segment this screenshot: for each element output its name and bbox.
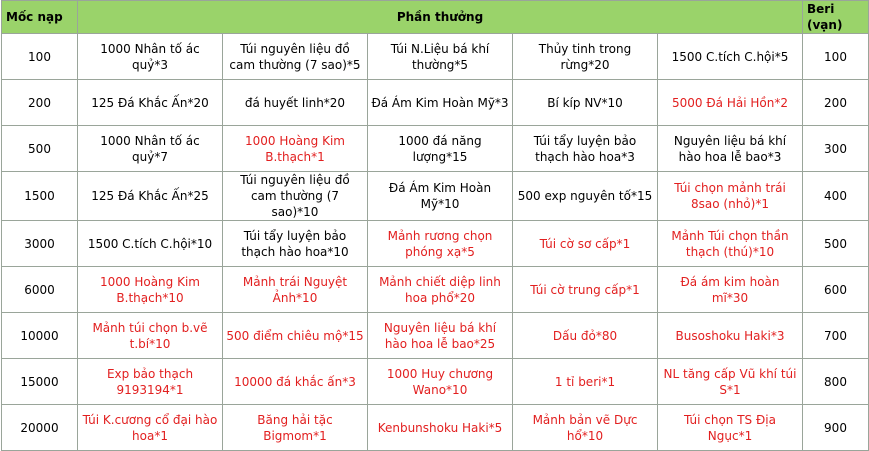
reward-cell: Băng hải tặc Bigmom*1 [223,405,368,451]
reward-cell: Kenbunshoku Haki*5 [368,405,513,451]
reward-cell: Mảnh trái Nguyệt Ảnh*10 [223,267,368,313]
reward-cell: 125 Đá Khắc Ấn*20 [78,80,223,126]
beri-cell: 800 [803,359,869,405]
beri-cell: 400 [803,172,869,221]
moc-nap-cell: 10000 [2,313,78,359]
reward-cell: Túi chọn mảnh trái 8sao (nhỏ)*1 [658,172,803,221]
reward-cell: Túi cờ trung cấp*1 [513,267,658,313]
reward-cell: Mảnh bản vẽ Dực hổ*10 [513,405,658,451]
beri-cell: 900 [803,405,869,451]
moc-nap-cell: 100 [2,34,78,80]
reward-cell: Túi nguyên liệu đồ cam thường (7 sao)*10 [223,172,368,221]
reward-cell: 10000 đá khắc ấn*3 [223,359,368,405]
reward-cell: 1000 Nhân tố ác quỷ*3 [78,34,223,80]
reward-table [1,0,869,451]
table-row [2,313,869,359]
reward-cell: 1500 C.tích C.hội*5 [658,34,803,80]
beri-cell: 200 [803,80,869,126]
reward-cell: Túi K.cương cổ đại hào hoa*1 [78,405,223,451]
reward-cell: Đá Ám Kim Hoàn Mỹ*3 [368,80,513,126]
reward-cell: 500 exp nguyên tố*15 [513,172,658,221]
reward-cell: Dấu đỏ*80 [513,313,658,359]
reward-cell: 1000 Nhân tố ác quỷ*7 [78,126,223,172]
reward-cell: Đá Ám Kim Hoàn Mỹ*10 [368,172,513,221]
moc-nap-cell: 15000 [2,359,78,405]
reward-cell: 1500 C.tích C.hội*10 [78,221,223,267]
reward-cell: Mảnh túi chọn b.vẽ t.bí*10 [78,313,223,359]
reward-cell: Busoshoku Haki*3 [658,313,803,359]
table-row [2,267,869,313]
reward-cell: Đá ám kim hoàn mĩ*30 [658,267,803,313]
table-row [2,359,869,405]
reward-cell: Mảnh chiết diệp linh hoa phổ*20 [368,267,513,313]
moc-nap-cell: 3000 [2,221,78,267]
reward-cell: 5000 Đá Hải Hồn*2 [658,80,803,126]
reward-cell: Nguyên liệu bá khí hào hoa lễ bao*25 [368,313,513,359]
reward-cell: Thủy tinh trong rừng*20 [513,34,658,80]
moc-nap-cell: 6000 [2,267,78,313]
reward-cell: Nguyên liệu bá khí hào hoa lễ bao*3 [658,126,803,172]
reward-cell: Exp bảo thạch 9193194*1 [78,359,223,405]
beri-cell: 500 [803,221,869,267]
header-beri: Beri (vạn) [803,1,869,34]
reward-cell: đá huyết linh*20 [223,80,368,126]
header-row [2,1,869,34]
reward-cell: 500 điểm chiêu mộ*15 [223,313,368,359]
reward-cell: Túi nguyên liệu đồ cam thường (7 sao)*5 [223,34,368,80]
moc-nap-cell: 1500 [2,172,78,221]
reward-cell: 1000 Hoàng Kim B.thạch*10 [78,267,223,313]
moc-nap-cell: 200 [2,80,78,126]
reward-cell: Túi tẩy luyện bảo thạch hào hoa*3 [513,126,658,172]
header-moc-nap: Mốc nạp [2,1,78,34]
reward-cell: 1000 Huy chương Wano*10 [368,359,513,405]
reward-cell: Túi tẩy luyện bảo thạch hào hoa*10 [223,221,368,267]
reward-cell: 125 Đá Khắc Ấn*25 [78,172,223,221]
reward-cell: Túi N.Liệu bá khí thường*5 [368,34,513,80]
reward-rows [2,34,869,451]
table-row [2,80,869,126]
beri-cell: 600 [803,267,869,313]
beri-cell: 300 [803,126,869,172]
reward-cell: 1000 Hoàng Kim B.thạch*1 [223,126,368,172]
reward-cell: Túi cờ sơ cấp*1 [513,221,658,267]
reward-cell: Mảnh Túi chọn thần thạch (thú)*10 [658,221,803,267]
reward-cell: 1000 đá năng lượng*15 [368,126,513,172]
table-row [2,405,869,451]
reward-cell: Túi chọn TS Địa Ngục*1 [658,405,803,451]
table-row [2,172,869,221]
header-phan-thuong: Phần thưởng [78,1,803,34]
beri-cell: 700 [803,313,869,359]
table-row [2,221,869,267]
reward-cell: NL tăng cấp Vũ khí túi S*1 [658,359,803,405]
reward-cell: 1 tỉ beri*1 [513,359,658,405]
reward-cell: Mảnh rương chọn phóng xạ*5 [368,221,513,267]
moc-nap-cell: 20000 [2,405,78,451]
reward-cell: Bí kíp NV*10 [513,80,658,126]
moc-nap-cell: 500 [2,126,78,172]
table-row [2,126,869,172]
table-row [2,34,869,80]
beri-cell: 100 [803,34,869,80]
